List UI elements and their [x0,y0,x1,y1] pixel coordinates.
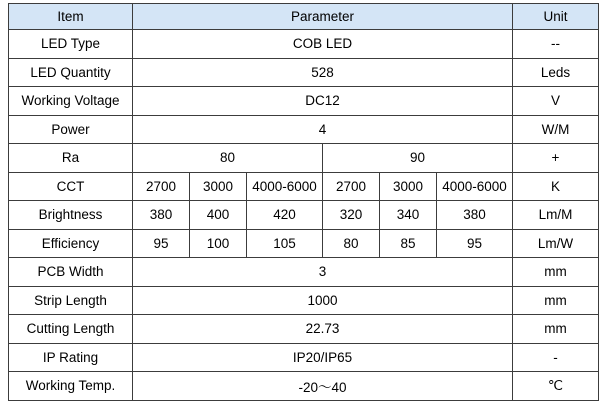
row-label: LED Quantity [9,58,133,87]
row-unit: mm [513,315,599,344]
row-unit: Lm/W [513,229,599,258]
row-label: PCB Width [9,258,133,287]
row-unit: K [513,172,599,201]
row-pcb-width [9,258,599,287]
row-ip-rating [9,343,599,372]
row-value: 3000 [380,172,437,201]
row-ra [9,144,599,173]
row-label: Strip Length [9,286,133,315]
row-led-type [9,30,599,59]
row-label: Working Temp. [9,372,133,401]
row-value: 105 [247,229,323,258]
row-label: Working Voltage [9,87,133,116]
row-label: Cutting Length [9,315,133,344]
row-unit: V [513,87,599,116]
row-led-quantity [9,58,599,87]
row-unit: W/M [513,115,599,144]
row-label: IP Rating [9,343,133,372]
row-working-temp [9,372,599,401]
spec-table [8,3,599,401]
row-working-voltage [9,87,599,116]
row-value: 2700 [323,172,380,201]
row-cutting-length [9,315,599,344]
row-unit: + [513,144,599,173]
row-value: 95 [437,229,513,258]
header-item: Item [9,4,133,30]
row-value: 320 [323,201,380,230]
row-value: 340 [380,201,437,230]
row-unit: mm [513,258,599,287]
row-unit: -- [513,30,599,59]
row-value: 85 [380,229,437,258]
row-value: 4000-6000 [247,172,323,201]
row-value: 380 [437,201,513,230]
row-value: DC12 [133,87,513,116]
header-row [9,4,599,30]
row-unit: mm [513,286,599,315]
row-value: 1000 [133,286,513,315]
row-unit: Leds [513,58,599,87]
row-unit: Lm/M [513,201,599,230]
row-value: 3000 [190,172,247,201]
row-value: 22.73 [133,315,513,344]
row-label: Ra [9,144,133,173]
row-value: 2700 [133,172,190,201]
row-label: LED Type [9,30,133,59]
row-value: 95 [133,229,190,258]
row-value: 400 [190,201,247,230]
row-label: Efficiency [9,229,133,258]
row-strip-length [9,286,599,315]
row-unit: - [513,343,599,372]
row-value: -20～40 [133,372,513,401]
row-value: IP20/IP65 [133,343,513,372]
row-value: 80 [133,144,323,173]
row-value: 100 [190,229,247,258]
row-unit: ℃ [513,372,599,401]
row-value: 80 [323,229,380,258]
row-value: 90 [323,144,513,173]
row-label: CCT [9,172,133,201]
header-parameter: Parameter [133,4,513,30]
row-value: 4000-6000 [437,172,513,201]
row-value: 3 [133,258,513,287]
row-value: COB LED [133,30,513,59]
row-value: 420 [247,201,323,230]
row-value: 380 [133,201,190,230]
header-unit: Unit [513,4,599,30]
row-brightness [9,201,599,230]
row-efficiency [9,229,599,258]
row-value: 4 [133,115,513,144]
row-value: 528 [133,58,513,87]
row-power [9,115,599,144]
row-label: Brightness [9,201,133,230]
row-label: Power [9,115,133,144]
row-cct [9,172,599,201]
